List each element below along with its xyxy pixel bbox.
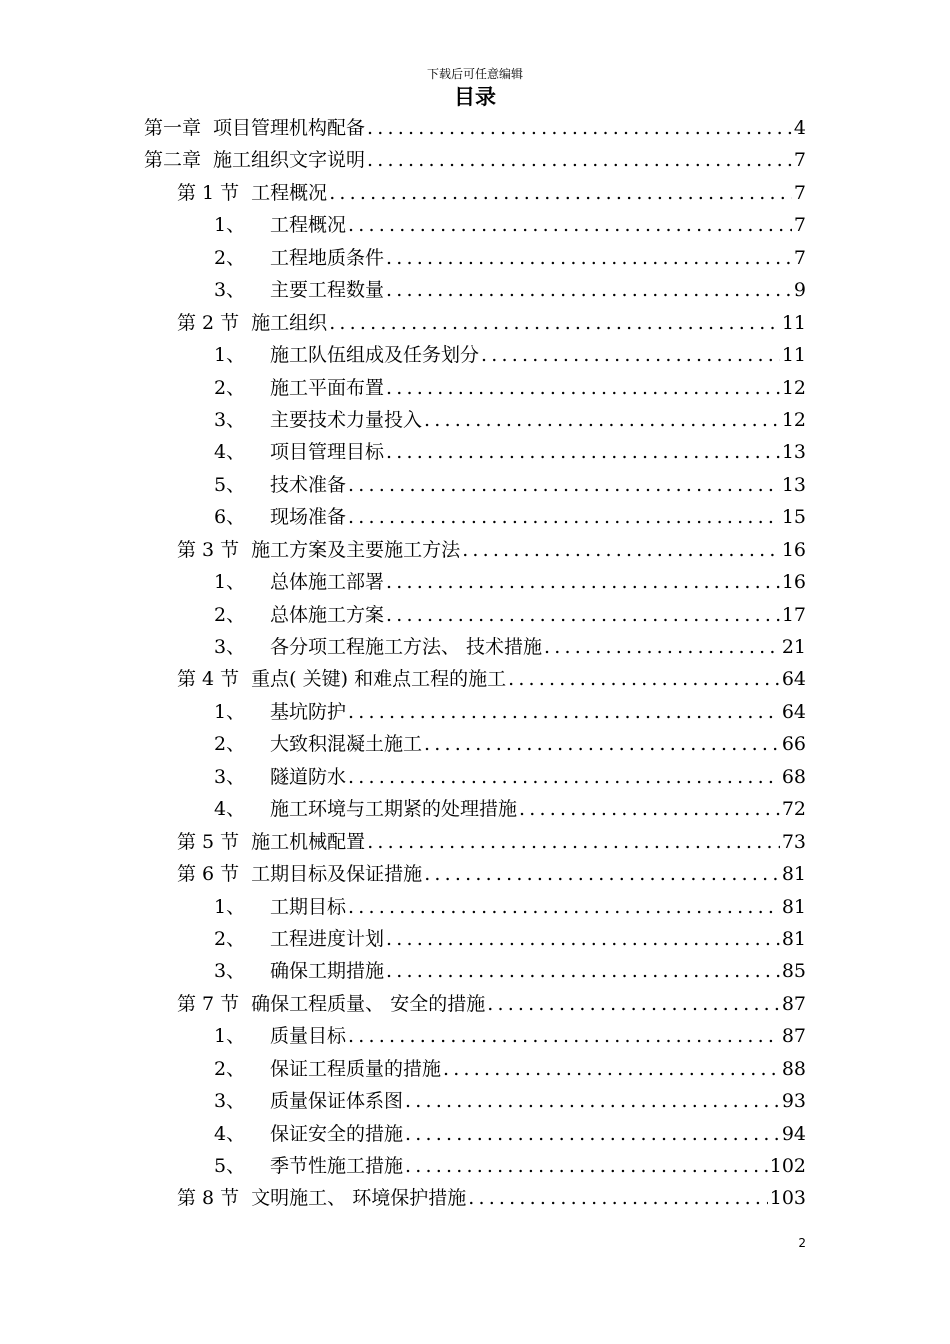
toc-entry-page: 87 <box>781 1025 806 1048</box>
toc-entry-number: 2、 <box>214 246 246 269</box>
toc-entry[interactable] <box>144 274 806 306</box>
toc-entry-number: 4、 <box>214 441 246 464</box>
toc-entry[interactable] <box>144 177 806 209</box>
toc-entry-title: 各分项工程施工方法、 技术措施 <box>270 636 543 658</box>
toc-entry-title: 施工队伍组成及任务划分 <box>270 344 480 367</box>
toc-dot-leader <box>348 1020 780 1052</box>
toc-entry-number: 第 8 节 <box>177 1187 240 1210</box>
toc-entry[interactable] <box>144 1085 806 1117</box>
toc-entry-page: 9 <box>793 279 806 302</box>
toc-dot-leader <box>462 534 780 566</box>
toc-entry[interactable] <box>144 858 806 890</box>
toc-entry-title: 主要技术力量投入 <box>270 408 423 431</box>
toc-entry-title: 工程概况 <box>270 214 347 237</box>
toc-entry-page: 68 <box>781 765 806 788</box>
toc-entry-title: 重点( 关键) 和难点工程的施工 <box>251 668 507 691</box>
toc-entry-number: 第 1 节 <box>177 181 240 204</box>
toc-entry-title: 质量保证体系图 <box>270 1090 404 1113</box>
toc-entry[interactable] <box>144 566 806 598</box>
toc-entry-number: 3、 <box>214 960 246 983</box>
toc-entry-page: 13 <box>781 441 806 464</box>
toc-entry[interactable] <box>144 339 806 371</box>
toc-entry-page: 81 <box>781 927 806 950</box>
toc-dot-leader <box>424 728 780 760</box>
toc-dot-leader <box>544 631 780 663</box>
toc-entry-number: 第 3 节 <box>177 538 240 561</box>
toc-entry-number: 5、 <box>214 473 246 496</box>
toc-entry-page: 11 <box>781 311 806 334</box>
toc-entry-number: 2、 <box>214 603 246 626</box>
toc-entry[interactable] <box>144 631 806 663</box>
toc-entry[interactable] <box>144 761 806 793</box>
toc-entry-number: 4、 <box>214 798 246 821</box>
toc-entry-number: 3、 <box>214 1090 246 1113</box>
toc-entry-number: 1、 <box>214 214 246 237</box>
toc-entry-title: 确保工期措施 <box>270 960 385 983</box>
toc-entry[interactable] <box>144 793 806 825</box>
toc-dot-leader <box>348 761 780 793</box>
toc-dot-leader <box>348 469 780 501</box>
toc-entry[interactable] <box>144 534 806 566</box>
toc-entry-page: 4 <box>793 117 806 139</box>
toc-entry-page: 85 <box>781 960 806 983</box>
toc-entry-number: 2、 <box>214 376 246 399</box>
toc-entry-title: 总体施工部署 <box>270 571 385 594</box>
toc-entry-title: 质量目标 <box>270 1025 347 1048</box>
toc-entry-title: 保证工程质量的措施 <box>270 1057 442 1080</box>
toc-entry-title: 文明施工、 环境保护措施 <box>251 1187 467 1210</box>
toc-dot-leader <box>348 501 780 533</box>
toc-entry-number: 3、 <box>214 636 246 658</box>
toc-entry[interactable] <box>144 112 806 144</box>
toc-entry-title: 项目管理目标 <box>270 441 385 464</box>
toc-entry[interactable] <box>144 242 806 274</box>
toc-entry[interactable] <box>144 663 806 695</box>
page-number: 2 <box>798 1236 806 1250</box>
toc-dot-leader <box>386 923 780 955</box>
toc-dot-leader <box>443 1053 780 1085</box>
toc-dot-leader <box>329 177 792 209</box>
toc-entry-number: 1、 <box>214 571 246 594</box>
toc-dot-leader <box>405 1118 780 1150</box>
toc-dot-leader <box>481 339 780 371</box>
toc-entry[interactable] <box>144 1020 806 1052</box>
toc-entry-page: 21 <box>781 636 806 658</box>
toc-entry[interactable] <box>144 372 806 404</box>
toc-entry-number: 3、 <box>214 408 246 431</box>
toc-dot-leader <box>424 858 780 890</box>
toc-entry-number: 1、 <box>214 700 246 723</box>
toc-entry-title: 总体施工方案 <box>270 603 385 626</box>
toc-entry[interactable] <box>144 1118 806 1150</box>
toc-entry-title: 工期目标及保证措施 <box>251 863 423 886</box>
toc-entry-title: 工期目标 <box>270 895 347 918</box>
toc-entry-title: 施工平面布置 <box>270 376 385 399</box>
toc-entry-number: 2、 <box>214 927 246 950</box>
toc-dot-leader <box>386 436 780 468</box>
toc-entry-page: 16 <box>781 571 806 594</box>
toc-entry-page: 13 <box>781 473 806 496</box>
toc-entry[interactable] <box>144 955 806 987</box>
toc-dot-leader <box>386 372 780 404</box>
toc-entry-page: 66 <box>781 733 806 756</box>
toc-entry-title: 隧道防水 <box>270 765 347 788</box>
toc-entry-page: 64 <box>781 700 806 723</box>
toc-entry-page: 7 <box>793 246 806 269</box>
toc-title: 目录 <box>454 85 496 109</box>
toc-dot-leader <box>367 112 792 144</box>
toc-entry-page: 64 <box>781 668 806 691</box>
toc-entry[interactable] <box>144 501 806 533</box>
toc-entry-page: 73 <box>781 830 806 853</box>
toc-entry-number: 2、 <box>214 733 246 756</box>
toc-entry-title: 工程进度计划 <box>270 927 385 950</box>
toc-entry[interactable] <box>144 144 806 176</box>
toc-entry-title: 项目管理机构配备 <box>213 117 366 139</box>
toc-entry-page: 81 <box>781 895 806 918</box>
toc-entry[interactable] <box>144 1182 806 1214</box>
toc-dot-leader <box>405 1150 768 1182</box>
toc-entry-number: 3、 <box>214 765 246 788</box>
toc-entry[interactable] <box>144 923 806 955</box>
toc-entry-title: 工程地质条件 <box>270 246 385 269</box>
toc-entry-page: 72 <box>781 798 806 821</box>
toc-entry[interactable] <box>144 891 806 923</box>
toc-dot-leader <box>508 663 780 695</box>
toc-dot-leader <box>386 566 780 598</box>
toc-entry[interactable] <box>144 404 806 436</box>
toc-entry[interactable] <box>144 826 806 858</box>
toc-dot-leader <box>348 891 780 923</box>
toc-entry-number: 第二章 <box>144 149 202 172</box>
toc-entry-page: 16 <box>781 538 806 561</box>
toc-entry-number: 第 6 节 <box>177 863 240 886</box>
toc-entry-title: 施工组织 <box>251 311 328 334</box>
toc-dot-leader <box>424 404 780 436</box>
toc-entry[interactable] <box>144 696 806 728</box>
toc-entry[interactable] <box>144 307 806 339</box>
toc-entry-title: 大致积混凝土施工 <box>270 733 423 756</box>
toc-entry-page: 88 <box>781 1057 806 1080</box>
header-note: 下载后可任意编辑 <box>426 67 523 81</box>
toc-entry-page: 11 <box>781 344 806 367</box>
toc-entry-title: 基坑防护 <box>270 700 347 723</box>
toc-dot-leader <box>519 793 780 825</box>
toc-entry-page: 94 <box>781 1122 806 1145</box>
toc-dot-leader <box>367 826 780 858</box>
toc-dot-leader <box>386 242 792 274</box>
toc-entry-number: 6、 <box>214 506 246 529</box>
toc-entry-number: 5、 <box>214 1155 246 1177</box>
toc-entry-page: 103 <box>769 1187 806 1210</box>
toc-entry-page: 12 <box>781 376 806 399</box>
toc-entry-title: 施工机械配置 <box>251 830 366 853</box>
toc-entry[interactable] <box>144 1150 806 1182</box>
toc-entry-number: 第 5 节 <box>177 830 240 853</box>
table-of-contents <box>144 112 806 1215</box>
toc-dot-leader <box>487 988 780 1020</box>
toc-entry-title: 确保工程质量、 安全的措施 <box>251 992 486 1015</box>
toc-entry-number: 3、 <box>214 279 246 302</box>
toc-dot-leader <box>367 144 792 176</box>
toc-entry-title: 主要工程数量 <box>270 279 385 302</box>
toc-dot-leader <box>329 307 780 339</box>
toc-entry-title: 施工方案及主要施工方法 <box>251 538 461 561</box>
toc-entry-page: 17 <box>781 603 806 626</box>
toc-entry-page: 87 <box>781 992 806 1015</box>
toc-entry-page: 7 <box>793 214 806 237</box>
toc-entry-page: 7 <box>793 181 806 204</box>
toc-entry-number: 1、 <box>214 895 246 918</box>
toc-entry[interactable] <box>144 209 806 241</box>
toc-entry-number: 2、 <box>214 1057 246 1080</box>
toc-entry-page: 12 <box>781 408 806 431</box>
toc-entry[interactable] <box>144 728 806 760</box>
toc-entry-title: 季节性施工措施 <box>270 1155 404 1177</box>
toc-dot-leader <box>405 1085 780 1117</box>
toc-entry[interactable] <box>144 988 806 1020</box>
toc-entry[interactable] <box>144 599 806 631</box>
toc-entry-number: 第 2 节 <box>177 311 240 334</box>
toc-dot-leader <box>386 955 780 987</box>
toc-entry-number: 4、 <box>214 1122 246 1145</box>
toc-entry-number: 第一章 <box>144 117 202 139</box>
toc-entry[interactable] <box>144 1053 806 1085</box>
toc-entry-number: 第 4 节 <box>177 668 240 691</box>
toc-entry-number: 1、 <box>214 1025 246 1048</box>
toc-entry-title: 保证安全的措施 <box>270 1122 404 1145</box>
toc-entry-title: 施工环境与工期紧的处理措施 <box>270 798 518 821</box>
toc-entry-page: 93 <box>781 1090 806 1113</box>
toc-entry-title: 技术准备 <box>270 473 347 496</box>
toc-dot-leader <box>386 599 780 631</box>
toc-dot-leader <box>386 274 792 306</box>
toc-entry-number: 1、 <box>214 344 246 367</box>
toc-entry-page: 15 <box>781 506 806 529</box>
toc-dot-leader <box>348 209 792 241</box>
toc-entry[interactable] <box>144 436 806 468</box>
toc-entry[interactable] <box>144 469 806 501</box>
toc-dot-leader <box>348 696 780 728</box>
toc-entry-title: 现场准备 <box>270 506 347 529</box>
toc-entry-title: 施工组织文字说明 <box>213 149 366 172</box>
toc-entry-page: 7 <box>793 149 806 172</box>
toc-dot-leader <box>468 1182 768 1214</box>
toc-entry-page: 81 <box>781 863 806 886</box>
toc-entry-page: 102 <box>769 1155 806 1177</box>
toc-entry-number: 第 7 节 <box>177 992 240 1015</box>
toc-entry-title: 工程概况 <box>251 181 328 204</box>
